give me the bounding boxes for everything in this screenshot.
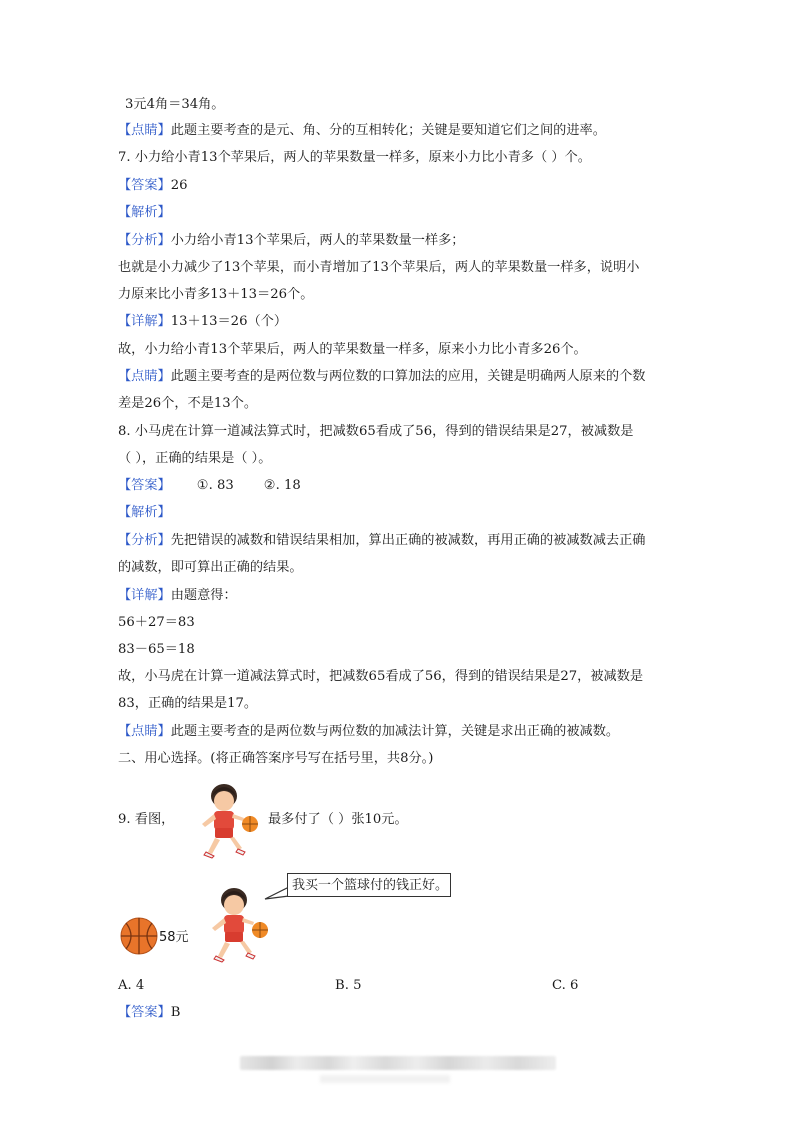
section-heading: 二、用心选择。(将正确答案序号写在括号里，共8分。) <box>118 751 434 766</box>
answer-9 <box>118 1003 180 1023</box>
fenxi-text: 小力给小青13个苹果后，两人的苹果数量一样多； <box>170 233 465 248</box>
jiexi-tag: 【解析】 <box>118 505 171 520</box>
question-8: 8. 小马虎在计算一道减法算式时，把减数65看成了56，得到的错误结果是27，被减数是 <box>118 424 634 439</box>
dianjing-7 <box>118 367 646 387</box>
blurred-footer-sub <box>320 1075 450 1083</box>
fenxi-tag: 【分析】 <box>118 233 171 248</box>
blurred-footer <box>240 1056 556 1070</box>
dianjing-text: 此题主要考查的是两位数与两位数的口算加法的应用，关键是明确两人原来的个数 <box>170 369 646 384</box>
xiangjie-8 <box>118 586 237 606</box>
question-8-cont: （ ），正确的结果是（ ）。 <box>118 451 272 466</box>
xiangjie-text: 13＋13＝26（个） <box>170 314 288 329</box>
speech-bubble: 我买一个篮球付的钱正好。 <box>287 873 451 897</box>
question-9-end: 最多付了（ ）张10元。 <box>268 812 408 827</box>
dianjing-8 <box>118 722 619 742</box>
fenxi-text: 先把错误的减数和错误结果相加，算出正确的被减数，再用正确的被减数减去正确 <box>170 533 646 548</box>
question-7: 7. 小力给小青13个苹果后，两人的苹果数量一样多，原来小力比小青多（ ）个。 <box>118 150 591 165</box>
answer-1: ①. 83 <box>196 478 234 493</box>
text-line: 故，小力给小青13个苹果后，两人的苹果数量一样多，原来小力比小青多26个。 <box>118 342 587 357</box>
xiangjie-7 <box>118 312 287 332</box>
text-line: 差是26个，不是13个。 <box>118 396 258 411</box>
equation: 83－65＝18 <box>118 642 195 657</box>
fenxi-7 <box>118 231 464 251</box>
dianjing-line <box>118 121 606 141</box>
option-c: C. 6 <box>552 978 579 993</box>
jiexi-tag: 【解析】 <box>118 205 171 220</box>
basketball-icon <box>120 917 158 955</box>
boy-basketball-icon <box>190 780 262 860</box>
answer-tag: 【答案】 <box>118 1005 171 1020</box>
answer-2: ②. 18 <box>263 478 301 493</box>
answer-8 <box>118 476 301 496</box>
dianjing-tag: 【点睛】 <box>118 724 171 739</box>
question-9-start: 9. 看图， <box>118 812 175 827</box>
equation: 56＋27＝83 <box>118 615 195 630</box>
xiangjie-tag: 【详解】 <box>118 588 171 603</box>
xiangjie-tag: 【详解】 <box>118 314 171 329</box>
answer-value: B <box>170 1005 181 1020</box>
text-line: 83，正确的结果是17。 <box>118 696 258 711</box>
option-a: A. 4 <box>118 978 145 993</box>
answer-7 <box>118 176 188 196</box>
text-line: 的减数，即可算出正确的结果。 <box>118 560 303 575</box>
dianjing-tag: 【点睛】 <box>118 123 171 138</box>
price-label: 58元 <box>159 930 189 945</box>
dianjing-text: 此题主要考查的是两位数与两位数的加减法计算，关键是求出正确的被减数。 <box>170 724 620 739</box>
dianjing-text: 此题主要考查的是元、角、分的互相转化；关键是要知道它们之间的进率。 <box>170 123 606 138</box>
text-line: 3元4角＝34角。 <box>125 97 225 112</box>
answer-tag: 【答案】 <box>118 178 171 193</box>
text-line: 也就是小力减少了13个苹果，而小青增加了13个苹果后，两人的苹果数量一样多，说明小 <box>118 260 640 275</box>
text-line: 故，小马虎在计算一道减法算式时，把减数65看成了56，得到的错误结果是27，被减数是 <box>118 669 644 684</box>
fenxi-tag: 【分析】 <box>118 533 171 548</box>
option-b: B. 5 <box>335 978 362 993</box>
answer-value: 26 <box>170 178 188 193</box>
boy-basketball-icon <box>200 884 272 964</box>
xiangjie-text: 由题意得： <box>170 588 237 603</box>
fenxi-8 <box>118 531 646 551</box>
text-line: 力原来比小青多13＋13＝26个。 <box>118 287 314 302</box>
dianjing-tag: 【点睛】 <box>118 369 171 384</box>
answer-tag: 【答案】 <box>118 478 171 493</box>
